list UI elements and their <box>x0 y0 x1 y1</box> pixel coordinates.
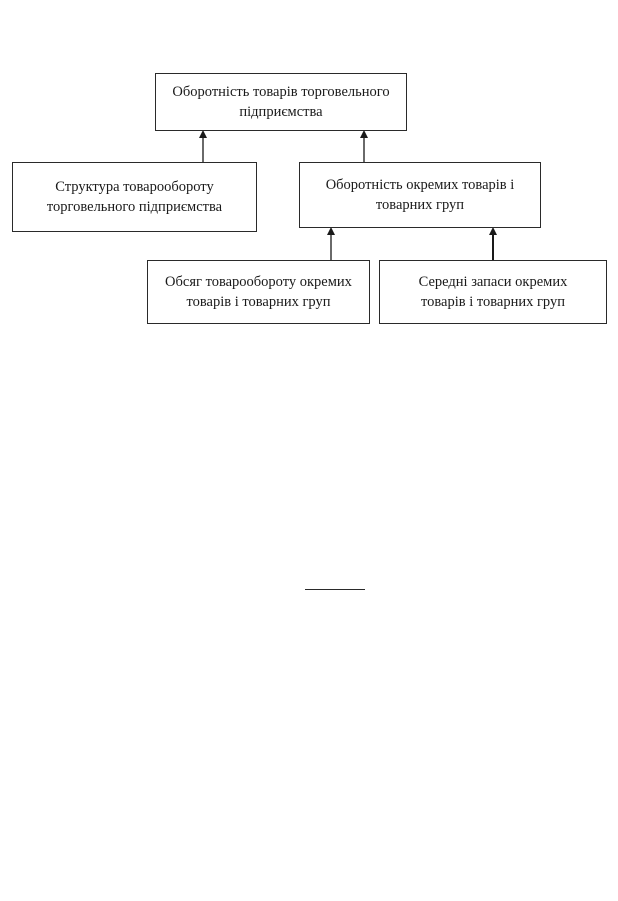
node-label-line: Оборотність товарів торговельного <box>172 84 390 100</box>
node-average-stock <box>379 260 607 324</box>
node-label-line: Оборотність окремих товарів і <box>325 177 515 193</box>
node-label-line: Структура товарообороту <box>55 179 214 195</box>
node-label-line: товарів і товарних груп <box>186 294 331 310</box>
node-label-line: торговельного підприємства <box>46 199 223 215</box>
node-label-line: підприємства <box>239 104 323 120</box>
node-turnover-of-individual-goods <box>299 162 541 228</box>
node-label-line: Середні запаси окремих <box>418 274 568 290</box>
node-label-line: товарних груп <box>375 197 465 213</box>
node-turnover-structure <box>12 162 257 232</box>
node-turnover-of-goods <box>155 73 407 131</box>
node-sales-volume <box>147 260 370 324</box>
node-label-line: товарів і товарних груп <box>420 294 566 310</box>
horizontal-rule <box>305 589 365 590</box>
node-label-line: Обсяг товарообороту окремих <box>165 274 352 290</box>
